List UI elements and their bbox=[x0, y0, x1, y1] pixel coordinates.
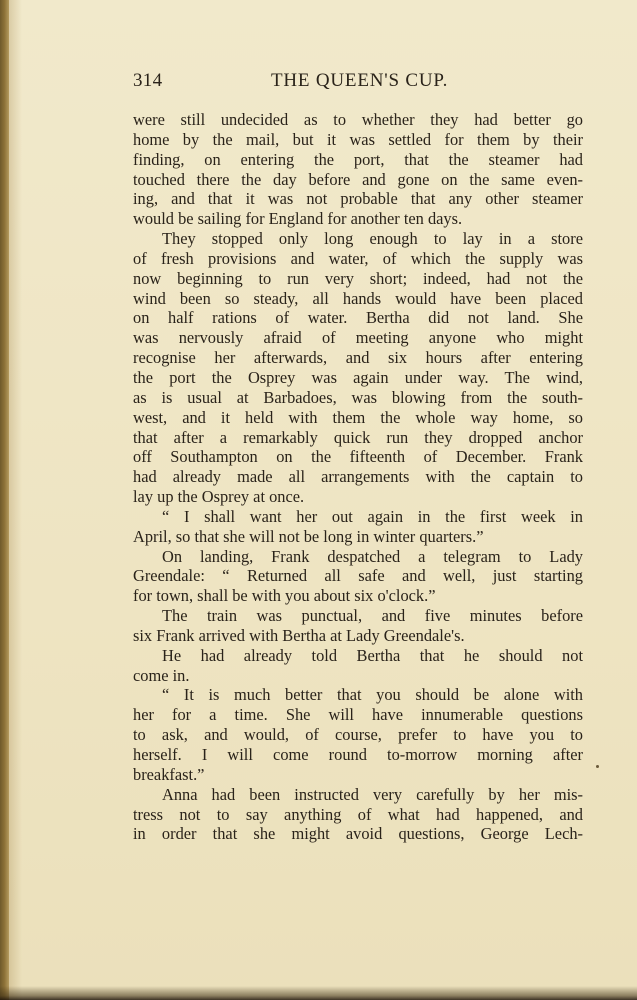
page-bottom-shadow bbox=[0, 986, 637, 1000]
body-text bbox=[133, 110, 583, 844]
text-line: On landing, Frank despatched a telegram to Lady bbox=[162, 546, 583, 566]
text-line: tress not to say anything of what had happened, and bbox=[133, 804, 583, 824]
text-line: of fresh provisions and water, of which the supply was bbox=[133, 248, 583, 268]
text-line: as is usual at Barbadoes, was blowing from the south- bbox=[133, 387, 583, 407]
text-line: west, and it held with them the whole way home, so bbox=[133, 407, 583, 427]
text-line: ing, and that it was not probable that any other steamer bbox=[133, 189, 583, 209]
text-line: come in. bbox=[133, 665, 190, 685]
text-line: finding, on entering the port, that the steamer had bbox=[133, 149, 583, 169]
text-line: had already made all arrangements with the captain to bbox=[133, 467, 583, 487]
text-line: Anna had been instructed very carefully by her mis- bbox=[162, 784, 583, 804]
text-line: “ It is much better that you should be alone with bbox=[162, 685, 583, 705]
text-line: lay up the Osprey at once. bbox=[133, 487, 305, 507]
text-line: touched there the day before and gone on the same even- bbox=[133, 169, 583, 189]
page-number: 314 bbox=[133, 70, 163, 91]
text-line: were still undecided as to whether they had better go bbox=[133, 110, 583, 129]
text-line: herself. I will come round to-morrow morning after bbox=[133, 745, 583, 764]
page-header bbox=[133, 70, 583, 94]
text-line: would be sailing for England for another ten days. bbox=[133, 209, 463, 229]
text-line: that after a remarkably quick run they dropped anchor bbox=[133, 427, 583, 447]
text-line: They stopped only long enough to lay in a store bbox=[162, 229, 583, 249]
text-line: recognise her afterwards, and six hours after entering bbox=[133, 348, 583, 368]
running-title: THE QUEEN'S CUP. bbox=[271, 70, 449, 91]
text-line: was nervously afraid of meeting anyone who might bbox=[133, 328, 583, 348]
text-line: six Frank arrived with Bertha at Lady Greendale's. bbox=[133, 625, 465, 645]
text-line: Greendale: “ Returned all safe and well, just starting bbox=[133, 566, 583, 586]
text-line: to ask, and would, of course, prefer to have you to bbox=[133, 725, 583, 745]
ink-speck bbox=[596, 765, 599, 768]
text-line: The train was punctual, and five minutes before bbox=[162, 606, 583, 626]
text-line: April, so that she will not be long in winter quarters.” bbox=[133, 526, 484, 546]
text-line: He had already told Bertha that he should not bbox=[162, 645, 583, 665]
book-spine-edge bbox=[0, 0, 9, 1000]
text-line: her for a time. She will have innumerable questions bbox=[133, 705, 583, 725]
text-line: off Southampton on the fifteenth of December. Frank bbox=[133, 447, 583, 467]
text-line: for town, shall be with you about six o'clock.” bbox=[133, 586, 436, 606]
text-line: breakfast.” bbox=[133, 764, 205, 784]
text-line: now beginning to run very short; indeed, had not the bbox=[133, 268, 583, 288]
text-line: in order that she might avoid questions, George Lech- bbox=[133, 824, 583, 844]
text-line: “ I shall want her out again in the first week in bbox=[162, 506, 583, 526]
text-line: the port the Osprey was again under way. The wind, bbox=[133, 367, 583, 387]
text-line: home by the mail, but it was settled for them by their bbox=[133, 129, 583, 149]
text-line: on half rations of water. Bertha did not land. She bbox=[133, 308, 583, 328]
text-line: wind been so steady, all hands would have been placed bbox=[133, 288, 583, 308]
